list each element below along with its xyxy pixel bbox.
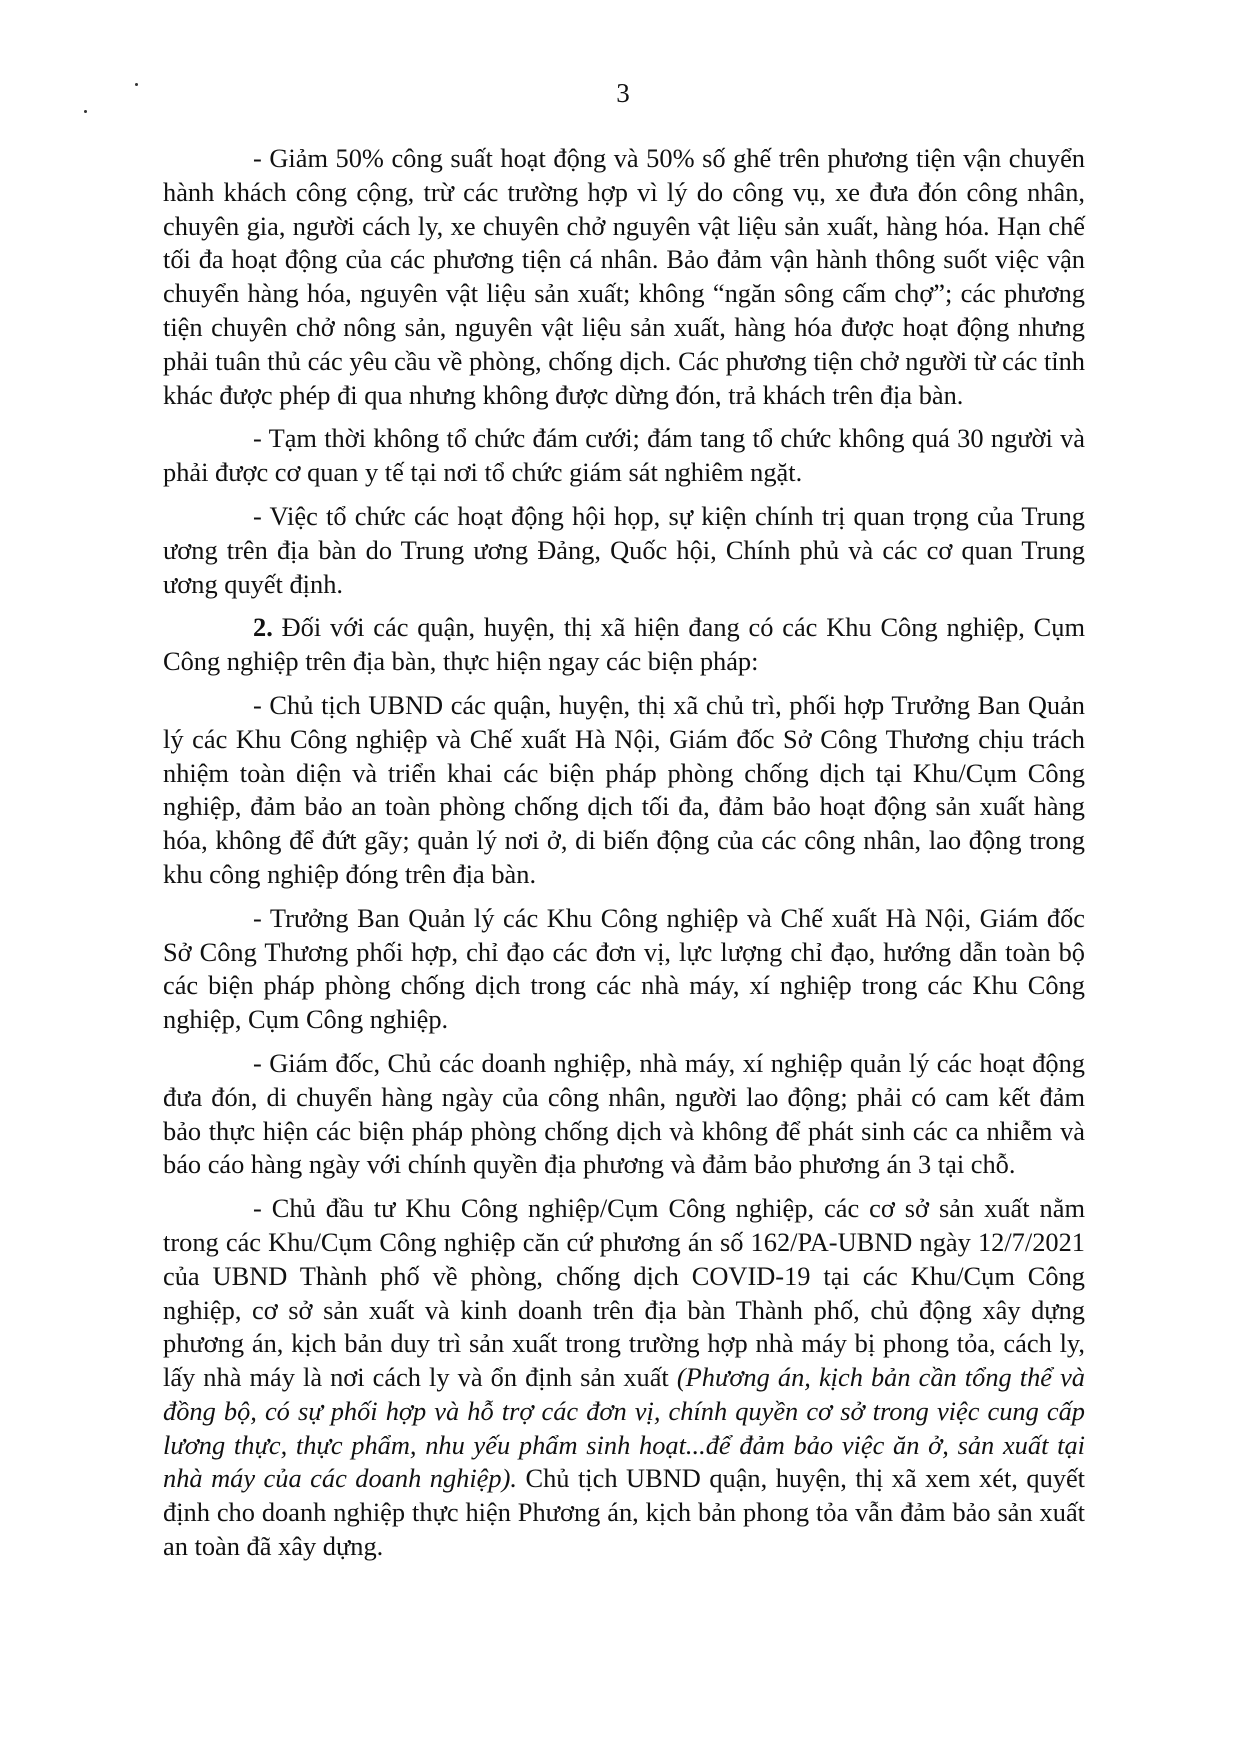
plan-text-italic: (Phương án, kịch bản cần tổng thể và đồng bộ, có sự phối hợp và hỗ trợ các đơn vị, chính quyền cơ sở trong việc cung cấp lương thực, thực phẩm, nhu yếu phẩm sinh hoạt...để đảm bảo việc ăn ở, sản xuất tại nhà máy của các doanh nghiệp). [163,1362,1085,1494]
paragraph-district-chairman: - Chủ tịch UBND các quận, huyện, thị xã chủ trì, phối hợp Trưởng Ban Quản lý các Khu Công nghiệp và Chế xuất Hà Nội, Giám đốc Sở Công Thương chịu trách nhiệm toàn diện và triển khai các biện pháp phòng chống dịch tại Khu/Cụm Công nghiệp, đảm bảo an toàn phòng chống dịch tối đa, đảm bảo hoạt động sản xuất hàng hóa, không để đứt gãy; quản lý nơi ở, di biến động của các công nhân, lao động trong khu công nghiệp đóng trên địa bàn. [163,689,1085,889]
paragraph-investors-plan [163,1192,1085,1564]
section-number: 2. [253,612,273,643]
paragraph-industrial-zones-heading [163,611,1085,679]
scan-speck [84,110,87,113]
plan-text-part-2: Chủ tịch UBND quận, huyện, thị xã xem xét, quyết định cho doanh nghiệp thực hiện Phương án, kịch bản phong tỏa vẫn đảm bảo sản xuất an toàn đã xây dựng. [163,1463,1086,1562]
paragraph-enterprise-directors: - Giám đốc, Chủ các doanh nghiệp, nhà máy, xí nghiệp quản lý các hoạt động đưa đón, di chuyển hàng ngày của công nhân, người lao động; phải có cam kết đảm bảo thực hiện các biện pháp phòng chống dịch và không để phát sinh các ca nhiễm và báo cáo hàng ngày với chính quyền địa phương và đảm bảo phương án 3 tại chỗ. [163,1047,1085,1180]
plan-text-part-1: - Chủ đầu tư Khu Công nghiệp/Cụm Công nghiệp, các cơ sở sản xuất nằm trong các Khu/Cụm Công nghiệp căn cứ phương án số 162/PA-UBND ngày 12/7/2021 của UBND Thành phố về phòng, chống dịch COVID-19 tại các Khu/Cụm Công nghiệp, cơ sở sản xuất và kinh doanh trên địa bàn Thành phố, chủ động xây dựng phương án, kịch bản duy trì sản xuất trong trường hợp nhà máy bị phong tỏa, cách ly, lấy nhà máy là nơi cách ly và ổn định sản xuất [163,1193,1085,1393]
document-body [163,142,1085,1574]
paragraph-weddings-funerals: - Tạm thời không tổ chức đám cưới; đám tang tổ chức không quá 30 người và phải được cơ quan y tế tại nơi tổ chức giám sát nghiêm ngặt. [163,423,1085,488]
paragraph-political-events: - Việc tổ chức các hoạt động hội họp, sự kiện chính trị quan trọng của Trung ương trên địa bàn do Trung ương Đảng, Quốc hội, Chính phủ và các cơ quan Trung ương quyết định. [163,500,1085,599]
paragraph-public-transport: - Giảm 50% công suất hoạt động và 50% số ghế trên phương tiện vận chuyển hành khách công cộng, trừ các trường hợp vì lý do công vụ, xe đưa đón công nhân, chuyên gia, người cách ly, xe chuyên chở nguyên vật liệu sản xuất, hàng hóa. Hạn chế tối đa hoạt động của các phương tiện cá nhân. Bảo đảm vận hành thông suốt việc vận chuyển hàng hóa, nguyên vật liệu sản xuất; không “ngăn sông cấm chợ”; các phương tiện chuyên chở nông sản, nguyên vật liệu sản xuất, hàng hóa được hoạt động nhưng phải tuân thủ các yêu cầu về phòng, chống dịch. Các phương tiện chở người từ các tỉnh khác được phép đi qua nhưng không được dừng đón, trả khách trên địa bàn. [163,143,1085,410]
paragraph-management-board: - Trưởng Ban Quản lý các Khu Công nghiệp và Chế xuất Hà Nội, Giám đốc Sở Công Thương phối hợp, chỉ đạo các đơn vị, lực lượng chỉ đạo, hướng dẫn toàn bộ các biện pháp phòng chống dịch trong các nhà máy, xí nghiệp trong các Khu Công nghiệp, Cụm Công nghiệp. [163,902,1085,1035]
section-heading-text: Đối với các quận, huyện, thị xã hiện đang có các Khu Công nghiệp, Cụm Công nghiệp trên địa bàn, thực hiện ngay các biện pháp: [163,612,1085,677]
page-number: 3 [616,78,630,108]
